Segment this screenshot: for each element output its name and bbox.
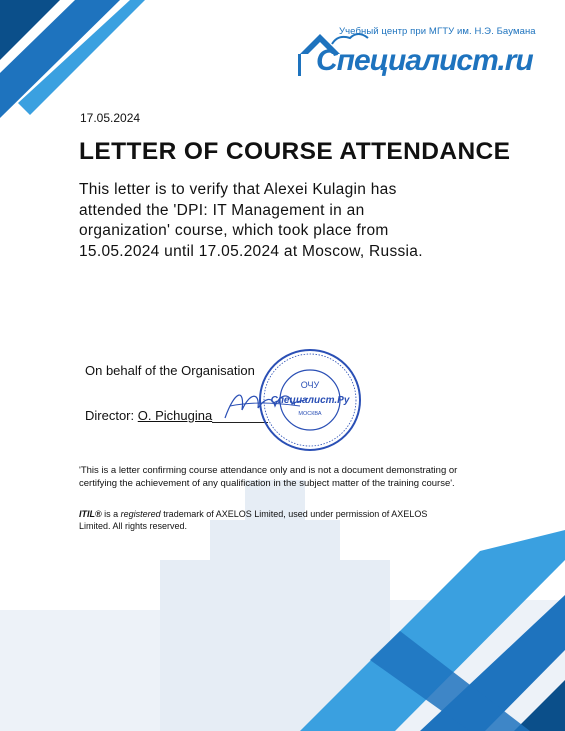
behalf-line: On behalf of the Organisation (85, 363, 255, 378)
logo-name: Специалист.ru (316, 44, 533, 77)
director-name: O. Pichugina (137, 408, 213, 423)
disclaimer-text: 'This is a letter confirming course attendance only and is not a document demonstrating or certifying the achievement of any qualification in the subject matter of the training course'. (79, 465, 458, 489)
letter-date: 17.05.2024 (80, 111, 141, 125)
director-signature (220, 380, 310, 424)
director-label: Director: (85, 408, 135, 423)
director-line (85, 408, 212, 423)
stamp-name: Специалист.Ру (270, 395, 350, 406)
trademark-notice: ITIL® is a registered trademark of AXELOS Limited, used under permission of AXELOS Limited. All rights reserved. (79, 509, 428, 531)
stamp-city: МОСКВА (298, 411, 322, 417)
trademark-name: ITIL® (79, 509, 102, 519)
letter-title: LETTER OF COURSE ATTENDANCE (79, 138, 511, 165)
stamp-org: ОЧУ (300, 380, 320, 390)
trademark-registered: registered (120, 509, 161, 519)
logo-subtitle: Учебный центр при МГТУ им. Н.Э. Баумана (339, 26, 536, 37)
letter-body: This letter is to verify that Alexei Kulagin has attended the 'DPI: IT Management in an organization' course, which took place from 15.05.2024 until 17.05.2024 at Moscow, Russia. (79, 181, 423, 260)
